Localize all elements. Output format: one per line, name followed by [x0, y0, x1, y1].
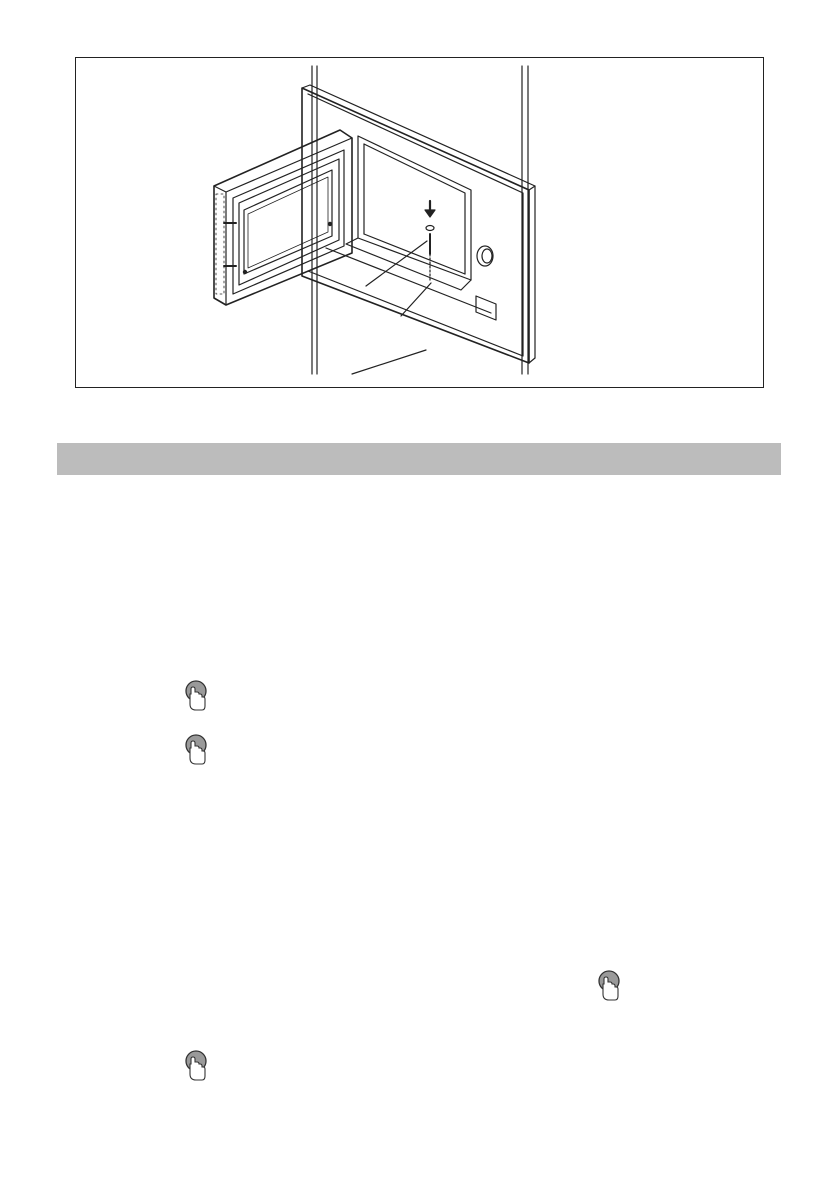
- rotary-knob-press-icon: [181, 1047, 213, 1083]
- section-header-bar: [57, 443, 781, 475]
- installation-figure: [75, 57, 764, 388]
- rotary-knob-press-icon: [594, 967, 626, 1003]
- rotary-knob-press-icon: [181, 677, 213, 713]
- microwave-illustration: [76, 58, 765, 389]
- rotary-knob-press-icon: [181, 731, 213, 767]
